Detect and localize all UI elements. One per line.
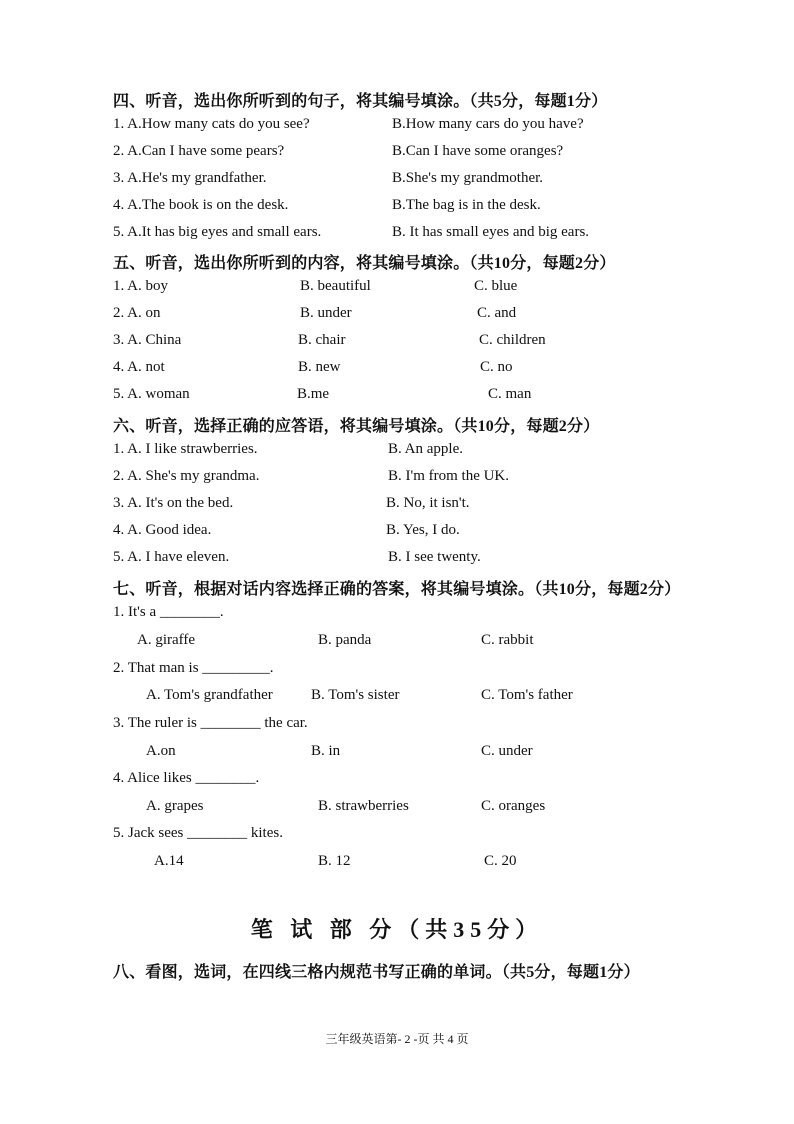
sec6-q5-option-b: B. I see twenty. — [388, 549, 481, 565]
sec5-q3-option-b: B. chair — [298, 332, 346, 348]
sec5-q4-option-b: B. new — [298, 359, 341, 375]
sec7-q1-option-a: A. giraffe — [137, 632, 196, 648]
sec7-q4-option-c: C. oranges — [481, 798, 546, 814]
sec4-q5-option-a: 5. A.It has big eyes and small ears. — [113, 224, 322, 240]
sec4-q1-option-b: B.How many cars do you have? — [392, 116, 584, 132]
section-7-title: 七、听音，根据对话内容选择正确的答案，将其编号填涂。（共10分，每题2分） — [113, 581, 681, 598]
sec4-q2-option-a: 2. A.Can I have some pears? — [113, 143, 285, 159]
sec5-q4-option-a: 4. A. not — [113, 359, 165, 375]
sec7-q4-option-b: B. strawberries — [318, 798, 409, 814]
sec7-q5-question: 5. Jack sees ________ kites. — [113, 825, 283, 841]
sec7-q3-option-b: B. in — [311, 743, 341, 759]
sec7-q2-option-c: C. Tom's father — [481, 687, 573, 703]
sec5-q5-option-a: 5. A. woman — [113, 386, 190, 402]
sec4-q2-option-b: B.Can I have some oranges? — [392, 143, 564, 159]
sec6-q1-option-a: 1. A. I like strawberries. — [113, 441, 258, 457]
sec7-q3-option-c: C. under — [481, 743, 533, 759]
sec5-q5-option-c: C. man — [488, 386, 532, 402]
sec7-q2-option-a: A. Tom's grandfather — [146, 687, 273, 703]
sec5-q5-option-b: B.me — [297, 386, 330, 402]
section-4-title: 四、听音，选出你所听到的句子，将其编号填涂。（共5分，每题1分） — [113, 93, 608, 110]
sec6-q4-option-b: B. Yes, I do. — [386, 522, 460, 538]
sec7-q5-option-a: A.14 — [154, 853, 184, 869]
sec5-q3-option-c: C. children — [479, 332, 546, 348]
sec4-q3-option-a: 3. A.He's my grandfather. — [113, 170, 267, 186]
section-5-title: 五、听音，选出你所听到的内容，将其编号填涂。（共10分，每题2分） — [113, 255, 616, 272]
sec5-q3-option-a: 3. A. China — [113, 332, 182, 348]
sec6-q3-option-b: B. No, it isn't. — [386, 495, 470, 511]
sec7-q4-option-a: A. grapes — [146, 798, 204, 814]
sec5-q2-option-c: C. and — [477, 305, 517, 321]
sec6-q4-option-a: 4. A. Good idea. — [113, 522, 212, 538]
sec6-q3-option-a: 3. A. It's on the bed. — [113, 495, 234, 511]
sec6-q5-option-a: 5. A. I have eleven. — [113, 549, 230, 565]
written-part-title: 笔 试 部 分（共35分） — [250, 917, 544, 942]
sec4-q4-option-b: B.The bag is in the desk. — [392, 197, 541, 213]
sec6-q2-option-b: B. I'm from the UK. — [388, 468, 510, 484]
sec7-q2-question: 2. That man is _________. — [113, 660, 274, 676]
sec7-q3-option-a: A.on — [146, 743, 176, 759]
sec7-q3-question: 3. The ruler is ________ the car. — [113, 715, 308, 731]
sec4-q1-option-a: 1. A.How many cats do you see? — [113, 116, 310, 132]
sec4-q4-option-a: 4. A.The book is on the desk. — [113, 197, 289, 213]
sec7-q5-option-b: B. 12 — [318, 853, 351, 869]
sec7-q1-option-b: B. panda — [318, 632, 372, 648]
page-footer: 三年级英语第- 2 -页 共 4 页 — [325, 1032, 469, 1046]
sec7-q5-option-c: C. 20 — [484, 853, 517, 869]
section-8-title: 八、看图，选词，在四线三格内规范书写正确的单词。（共5分，每题1分） — [113, 964, 640, 981]
sec5-q1-option-b: B. beautiful — [300, 278, 371, 294]
sec7-q4-question: 4. Alice likes ________. — [113, 770, 260, 786]
sec5-q1-option-a: 1. A. boy — [113, 278, 169, 294]
sec7-q1-question: 1. It's a ________. — [113, 604, 224, 620]
sec6-q1-option-b: B. An apple. — [388, 441, 463, 457]
sec5-q4-option-c: C. no — [480, 359, 513, 375]
sec6-q2-option-a: 2. A. She's my grandma. — [113, 468, 260, 484]
section-6-title: 六、听音，选择正确的应答语，将其编号填涂。（共10分，每题2分） — [113, 418, 600, 435]
sec7-q2-option-b: B. Tom's sister — [311, 687, 400, 703]
sec5-q2-option-a: 2. A. on — [113, 305, 161, 321]
sec4-q3-option-b: B.She's my grandmother. — [392, 170, 544, 186]
sec4-q5-option-b: B. It has small eyes and big ears. — [392, 224, 590, 240]
sec5-q1-option-c: C. blue — [474, 278, 518, 294]
sec5-q2-option-b: B. under — [300, 305, 352, 321]
sec7-q1-option-c: C. rabbit — [481, 632, 534, 648]
